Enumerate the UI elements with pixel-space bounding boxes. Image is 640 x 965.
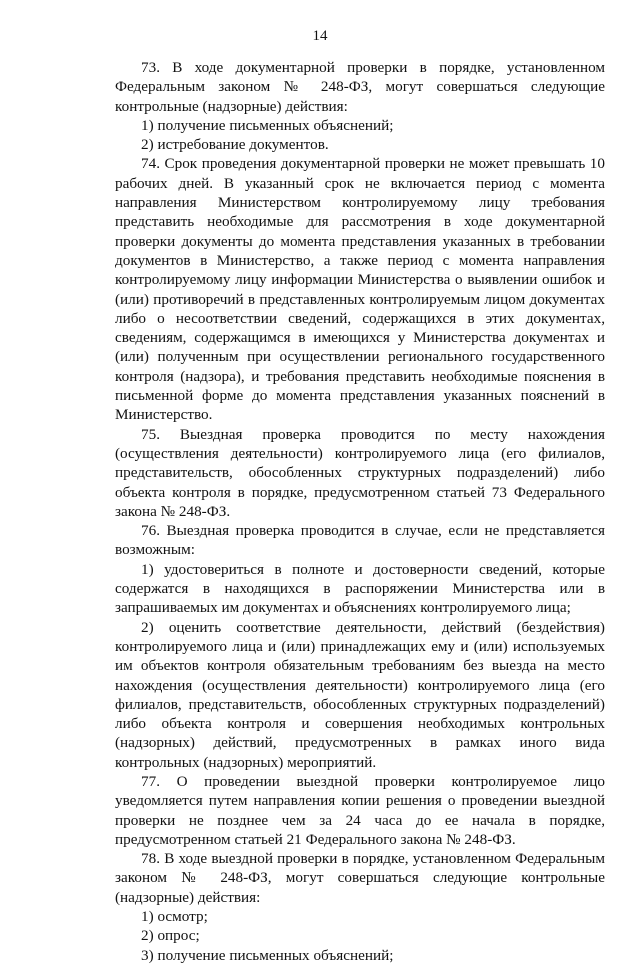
paragraph-73: 73. В ходе документарной проверки в порядке, установленном Федеральным законом № 248-ФЗ, могут совершаться следующие контрольные (надзорные) действия: [115, 59, 605, 115]
list-item-76-1: 1) удостовериться в полноте и достоверности сведений, которые содержатся в находящихся в распоряжении Министерства или в запрашиваемых им документах и объяснениях контролируемого лица; [115, 560, 605, 617]
paragraph-77: 77. О проведении выездной проверки контролируемое лицо уведомляется путем направления копии решения о проведении выездной проверки не позднее чем за 24 часа до ее начала в порядке, предусмотренном статьей 21 Федерального закона № 248-ФЗ. [115, 772, 605, 848]
list-item-78-3: 3) получение письменных объяснений; [141, 946, 394, 964]
paragraph-76: 76. Выездная проверка проводится в случае, если не представляется возможным: [115, 522, 605, 559]
list-item-78-1: 1) осмотр; [141, 908, 208, 926]
paragraph-78: 78. В ходе выездной проверки в порядке, установленном Федеральным законом № 248-ФЗ, могут совершаться следующие контрольные (надзорные) действия: [115, 850, 605, 906]
list-item-73-1: 1) получение письменных объяснений; [141, 116, 394, 134]
paragraph-75: 75. Выездная проверка проводится по месту нахождения (осуществления деятельности) контролируемого лица (его филиалов, представительств, обособленных структурных подразделений) либо объекта контроля в порядке, предусмотренном статьей 73 Федерального закона № 248-ФЗ. [115, 425, 605, 520]
list-item-78-2: 2) опрос; [141, 927, 200, 945]
page-number: 14 [312, 28, 328, 44]
list-item-73-2: 2) истребование документов. [141, 136, 329, 154]
document-body [115, 58, 605, 965]
list-item-76-2: 2) оценить соответствие деятельности, действий (бездействия) контролируемого лица и (или) принадлежащих ему и (или) используемых им объектов контроля обязательным требованиям без выезда на место нахождения (осуществления деятельности) контролируемого лица (его филиалов, представительств, обособленных структурных подразделений) либо объекта контроля и совершения необходимых контрольных (надзорных) действий, предусмотренных в рамках иного вида контрольных (надзорных) мероприятий. [115, 618, 605, 771]
paragraph-74: 74. Срок проведения документарной проверки не может превышать 10 рабочих дней. В указанный срок не включается период с момента направления Министерством контролируемому лицу требования представить необходимые для рассмотрения в ходе документарной проверки документы до момента представления указанных в требовании документов в Министерство, а также период с момента направления контролируемому лицу информации Министерства о выявлении ошибок и (или) противоречий в представленных контролируемым лицом документах либо о несоответствии сведений, содержащихся в этих документах, сведениям, содержащимся в имеющихся у Министерства документах и (или) полученным при осуществлении регионального государственного контроля (надзора), и требования представить необходимые пояснения в письменной форме до момента представления указанных пояснений в Министерство. [115, 155, 605, 424]
